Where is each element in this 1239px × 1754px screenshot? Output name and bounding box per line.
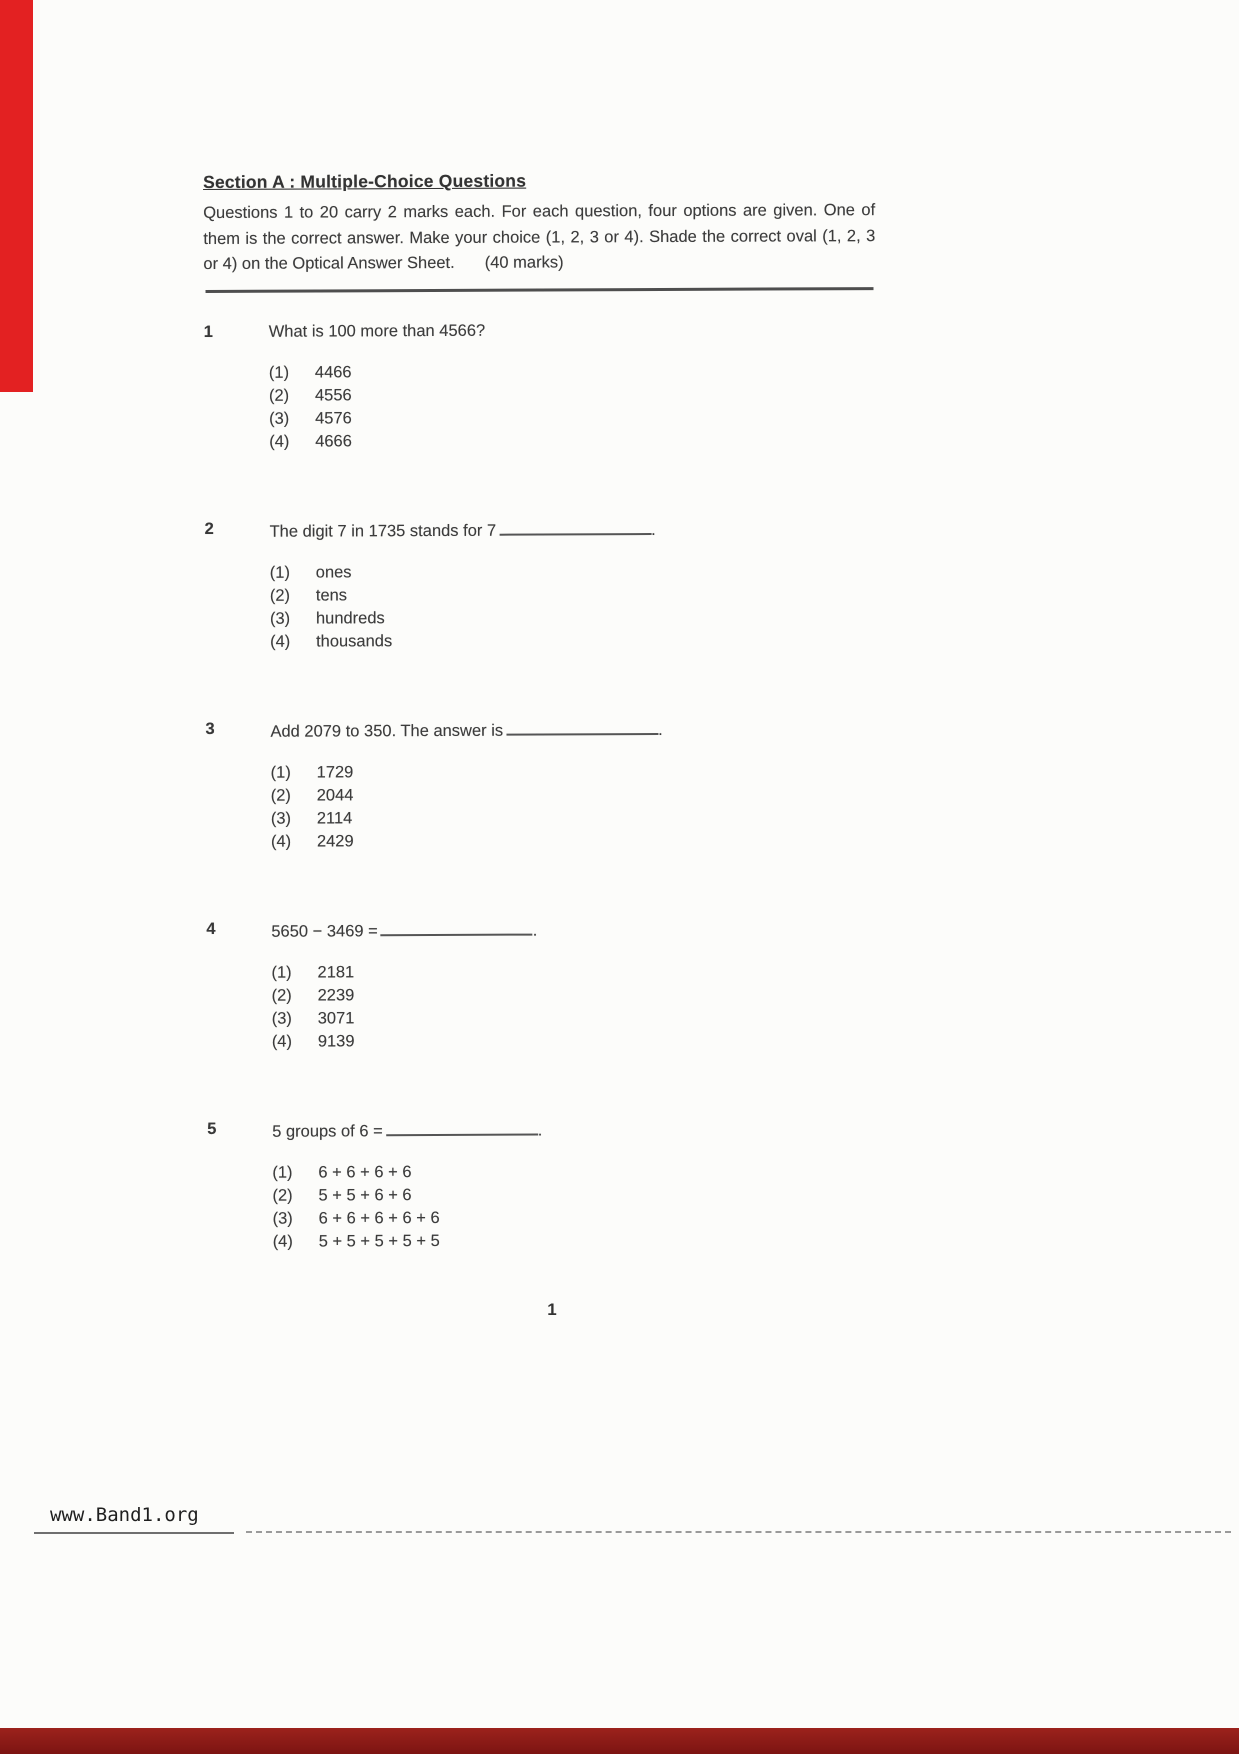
option-label: (1) (270, 763, 291, 782)
option-value: tens (315, 586, 348, 605)
options-list (271, 759, 878, 854)
answer-blank (506, 718, 658, 736)
option-row (273, 1205, 880, 1231)
option-row (269, 428, 876, 454)
questions-list (204, 320, 880, 1254)
section-instructions (203, 198, 875, 278)
option-row (271, 759, 878, 785)
option-label: (4) (270, 632, 291, 651)
option-value: 2239 (317, 986, 355, 1005)
question-block (205, 717, 878, 854)
option-label: (4) (271, 1032, 293, 1051)
watermark-url: www.Band1.org (50, 1504, 199, 1526)
blank-suffix: . (658, 720, 663, 739)
option-row (272, 1182, 879, 1208)
option-value: 3071 (317, 1009, 355, 1028)
option-row (270, 582, 877, 608)
options-list (270, 559, 877, 654)
options-list (271, 959, 878, 1054)
question-text (270, 518, 656, 542)
option-value: 6 + 6 + 6 + 6 + 6 (318, 1208, 440, 1228)
marks-label: (40 marks) (484, 253, 564, 272)
question-text (269, 321, 486, 341)
option-value: 5 + 5 + 6 + 6 (318, 1185, 412, 1205)
option-value: ones (315, 563, 352, 582)
option-label: (1) (268, 363, 290, 382)
option-row (271, 805, 878, 831)
question-text-label: 5650 − 3469 = (271, 921, 378, 941)
option-row (269, 382, 876, 408)
option-row (269, 359, 876, 385)
answer-blank (386, 1118, 538, 1136)
page-number: 1 (547, 1300, 557, 1319)
question-row (205, 717, 877, 742)
option-label: (4) (270, 832, 292, 851)
option-row (270, 559, 877, 585)
question-block (207, 1117, 880, 1254)
option-value: thousands (316, 631, 393, 651)
question-text (272, 1118, 542, 1141)
option-label: (3) (269, 409, 290, 428)
section-title: Section A : Multiple-Choice Questions (203, 170, 527, 192)
option-label: (1) (269, 563, 290, 582)
option-label: (2) (268, 386, 290, 405)
option-value: 4666 (315, 432, 352, 451)
question-number: 3 (205, 719, 215, 738)
question-block (205, 517, 878, 654)
question-number: 1 (203, 322, 213, 341)
option-label: (2) (272, 1186, 293, 1205)
option-label: (3) (272, 1209, 293, 1228)
option-row (273, 1228, 880, 1254)
instructions-text: Questions 1 to 20 carry 2 marks each. For each question, four options are given. One of them is the correct answer. Make your choice (1, 2, 3 or 4). Shade the correct oval (1, 2, 3 or 4) on the Optical Answer Sheet. (203, 201, 876, 274)
options-list (269, 359, 876, 454)
footer-scan-line (34, 1532, 234, 1534)
option-row (271, 782, 878, 808)
question-text-label: The digit 7 in 1735 stands for 7 (269, 521, 497, 541)
question-number: 2 (204, 519, 214, 538)
options-list (272, 1159, 879, 1254)
option-label: (4) (272, 1232, 293, 1251)
option-row (271, 828, 878, 854)
question-text-label: Add 2079 to 350. The answer is (270, 721, 504, 741)
option-label: (3) (271, 1009, 292, 1028)
question-block (204, 320, 877, 454)
question-block (206, 917, 879, 1054)
option-value: 2114 (316, 809, 353, 828)
option-value: 5 + 5 + 5 + 5 + 5 (318, 1231, 440, 1251)
scan-edge-bar-bottom (0, 1728, 1239, 1754)
blank-suffix: . (537, 1121, 543, 1140)
section-divider (206, 287, 874, 293)
option-label: (1) (272, 1163, 293, 1182)
option-value: 4576 (315, 409, 352, 428)
answer-blank (381, 918, 533, 936)
question-number: 5 (207, 1119, 217, 1138)
option-label: (2) (270, 786, 291, 805)
question-text-label: What is 100 more than 4566? (268, 321, 486, 341)
question-row (206, 917, 878, 942)
answer-blank (499, 518, 651, 536)
question-row (204, 320, 876, 342)
blank-suffix: . (532, 921, 538, 940)
question-text (270, 718, 662, 742)
footer-scan-line (246, 1531, 1231, 1533)
option-row (272, 1005, 879, 1031)
option-row (270, 628, 877, 654)
option-label: (2) (269, 586, 291, 605)
option-label: (3) (269, 609, 291, 628)
question-text (271, 918, 537, 941)
option-row (269, 405, 876, 431)
option-label: (1) (271, 963, 292, 982)
option-value: 6 + 6 + 6 + 6 (318, 1162, 412, 1182)
scan-edge-bar-left (0, 0, 33, 392)
option-value: 4466 (314, 363, 352, 382)
option-row (270, 605, 877, 631)
option-value: 2181 (317, 963, 355, 982)
option-label: (3) (270, 809, 292, 828)
option-value: 9139 (317, 1032, 355, 1051)
option-value: 1729 (316, 763, 354, 782)
question-row (207, 1117, 879, 1142)
option-row (272, 982, 879, 1008)
option-label: (2) (271, 986, 292, 1005)
option-row (271, 959, 878, 985)
blank-suffix: . (651, 520, 656, 539)
option-row (272, 1159, 879, 1185)
question-number: 4 (206, 919, 216, 938)
question-text-label: 5 groups of 6 = (272, 1121, 383, 1141)
question-row (205, 517, 877, 542)
option-value: 2429 (316, 832, 354, 851)
option-row (272, 1028, 879, 1054)
option-value: 4556 (314, 386, 352, 405)
option-value: 2044 (316, 786, 354, 805)
option-value: hundreds (315, 608, 385, 628)
option-label: (4) (269, 432, 290, 451)
exam-content (203, 169, 880, 1254)
